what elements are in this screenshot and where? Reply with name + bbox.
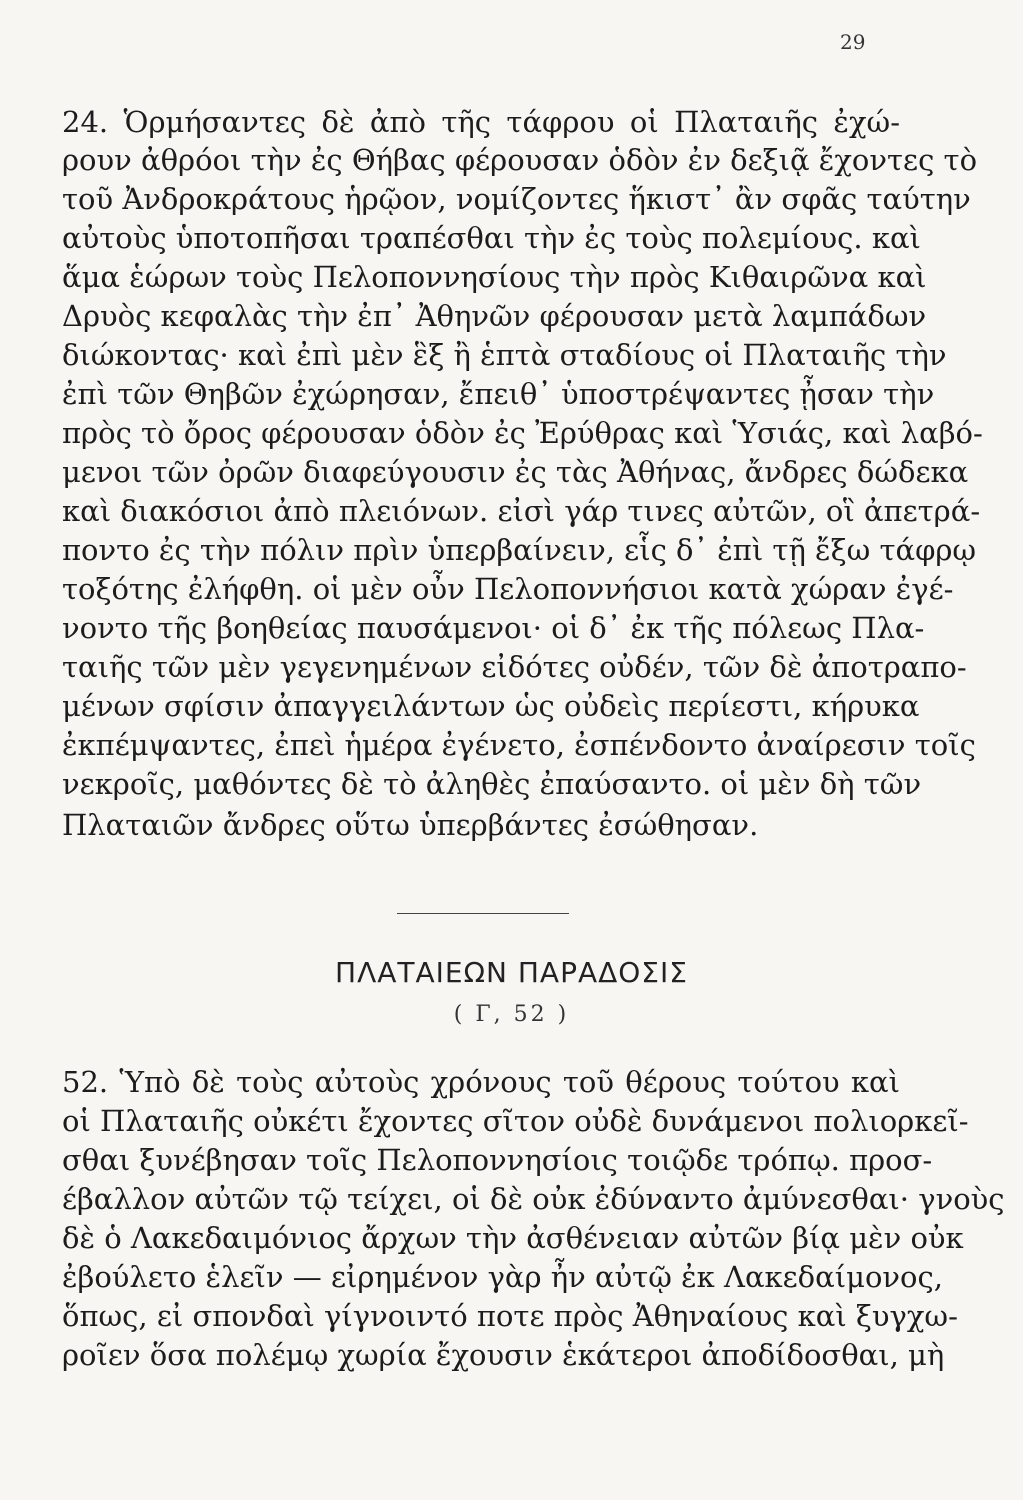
text-line: οἱ Πλαταιῆς οὐκέτι ἔχοντες σῖτον οὐδὲ δυνάμενοι πολιορκεῖ- <box>62 1104 969 1138</box>
text-line: ρουν ἀθρόοι τὴν ἐς Θήβας φέρουσαν ὁδὸν ἐν δεξιᾷ ἔχοντες τὸ <box>62 143 978 177</box>
text-line: Πλαταιῶν ἄνδρες οὕτω ὑπερβάντες ἐσώθησαν. <box>62 808 759 842</box>
text-line: ροῖεν ὅσα πολέμῳ χωρία ἔχουσιν ἑκάτεροι ἀποδίδοσθαι, μὴ <box>62 1338 945 1372</box>
text-line: ἐκπέμψαντες, ἐπεὶ ἡμέρα ἐγένετο, ἐσπένδοντο ἀναίρεσιν τοῖς <box>62 728 976 762</box>
text-line: ποντο ἐς τὴν πόλιν πρὶν ὑπερβαίνειν, εἷς δ᾽ ἐπὶ τῇ ἔξω τάφρῳ <box>62 533 977 567</box>
text-line: ἅμα ἑώρων τοὺς Πελοποννησίους τὴν πρὸς Κιθαιρῶνα καὶ <box>62 260 927 294</box>
text-line: Δρυὸς κεφαλὰς τὴν ἐπ᾽ Ἀθηνῶν φέρουσαν μετὰ λαμπάδων <box>62 299 927 333</box>
text-line: μένων σφίσιν ἀπαγγειλάντων ὡς οὐδεὶς περίεστι, κήρυκα <box>62 689 920 723</box>
section-reference: ( Γ, 52 ) <box>453 1002 570 1027</box>
text-line: αὐτοὺς ὑποτοπῆσαι τραπέσθαι τὴν ἐς τοὺς πολεμίους. καὶ <box>62 221 921 255</box>
text-line: μενοι τῶν ὀρῶν διαφεύγουσιν ἐς τὰς Ἀθήνας, ἄνδρες δώδεκα <box>62 455 969 489</box>
section-divider <box>397 913 569 914</box>
text-line: ταιῆς τῶν μὲν γεγενημένων εἰδότες οὐδέν, τῶν δὲ ἀποτραπο- <box>62 650 967 684</box>
text-line: ἐπὶ τῶν Θηβῶν ἐχώρησαν, ἔπειθ᾽ ὑποστρέψαντες ᾖσαν τὴν <box>62 377 935 411</box>
text-line: σθαι ξυνέβησαν τοῖς Πελοποννησίοις τοιῷδε τρόπῳ. προσ- <box>62 1143 933 1177</box>
section-heading: ΠΛΑΤΑΙΕΩΝ ΠΑΡΑΔΟΣΙΣ <box>335 956 688 989</box>
text-line: νοντο τῆς βοηθείας παυσάμενοι· οἱ δ᾽ ἐκ τῆς πόλεως Πλα- <box>62 611 925 645</box>
text-line: πρὸς τὸ ὄρος φέρουσαν ὁδὸν ἐς Ἐρύθρας καὶ Ὑσιάς, καὶ λαβό- <box>62 416 983 450</box>
text-line: έβαλλον αὐτῶν τῷ τείχει, οἱ δὲ οὐκ ἐδύναντο ἀμύνεσθαι· γνοὺς <box>62 1182 1005 1216</box>
text-line: νεκροῖς, μαθόντες δὲ τὸ ἀληθὲς ἐπαύσαντο. οἱ μὲν δὴ τῶν <box>62 767 922 801</box>
text-line: 52. Ὑπὸ δὲ τοὺς αὐτοὺς χρόνους τοῦ θέρους τούτου καὶ <box>62 1065 900 1099</box>
page-number: 29 <box>840 30 866 54</box>
text-line: ὅπως, εἰ σπονδαὶ γίγνοιντό ποτε πρὸς Ἀθηναίους καὶ ξυγχω- <box>62 1299 958 1333</box>
text-line: τοῦ Ἀνδροκράτους ἡρῷον, νομίζοντες ἥκιστ᾽ ἂν σφᾶς ταύτην <box>62 182 971 216</box>
text-line: διώκοντας· καὶ ἐπὶ μὲν ἓξ ἢ ἑπτὰ σταδίους οἱ Πλαταιῆς τὴν <box>62 338 947 372</box>
text-line: καὶ διακόσιοι ἀπὸ πλειόνων. εἰσὶ γάρ τινες αὐτῶν, οἳ ἀπετρά- <box>62 494 981 528</box>
text-line: τοξότης ἐλήφθη. οἱ μὲν οὖν Πελοποννήσιοι κατὰ χώραν ἐγέ- <box>62 572 954 606</box>
text-line: 24. Ὁρμήσαντες δὲ ἀπὸ τῆς τάφρου οἱ Πλαταιῆς ἐχώ- <box>62 105 900 139</box>
text-line: δὲ ὁ Λακεδαιμόνιος ἄρχων τὴν ἀσθένειαν αὐτῶν βίᾳ μὲν οὐκ <box>62 1221 964 1255</box>
text-line: ἐβούλετο ἑλεῖν — εἰρημένον γὰρ ἦν αὐτῷ ἐκ Λακεδαίμονος, <box>62 1260 943 1294</box>
